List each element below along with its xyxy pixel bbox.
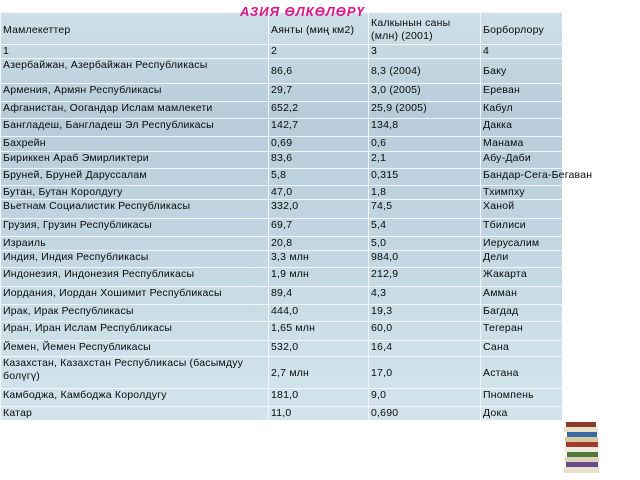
country-name-cell: Бириккен Араб Эмирликтери: [1, 152, 269, 169]
population-cell: 16,4: [369, 341, 481, 357]
capital-cell: Манама: [481, 137, 563, 152]
column-number-row: [1, 45, 563, 59]
area-cell: 83,6: [269, 152, 369, 169]
country-name-cell: Казахстан, Казахстан Республикасы (басымдуу болүгү): [1, 357, 269, 389]
table-row: [1, 200, 563, 219]
country-name-cell: Бруней, Бруней Даруссалам: [1, 169, 269, 186]
country-name-cell: Йемен, Йемен Республикасы: [1, 341, 269, 357]
area-cell: 0,69: [269, 137, 369, 152]
table-row: [1, 84, 563, 102]
country-name-cell: Индия, Индия Республикасы: [1, 251, 269, 268]
capital-cell: Тбилиси: [481, 219, 563, 237]
table-row: [1, 102, 563, 119]
area-cell: 47,0: [269, 186, 369, 200]
books-stack-icon: [560, 418, 606, 478]
capital-cell: Тхимпху: [481, 186, 563, 200]
capital-cell: Ереван: [481, 84, 563, 102]
table-row: [1, 357, 563, 389]
country-name-cell: Израиль: [1, 237, 269, 251]
header-population: Калкынын саны (млн) (2001): [369, 13, 481, 45]
header-area: Аянты (миң км2): [269, 13, 369, 45]
area-cell: 1,9 млн: [269, 268, 369, 287]
table-row: [1, 137, 563, 152]
area-cell: 652,2: [269, 102, 369, 119]
table-row: [1, 322, 563, 341]
capital-cell: Баку: [481, 59, 563, 84]
area-cell: 5,8: [269, 169, 369, 186]
column-number: 4: [481, 45, 563, 59]
area-cell: 332,0: [269, 200, 369, 219]
country-name-cell: Азербайжан, Азербайжан Республикасы: [1, 59, 269, 84]
country-name-cell: Грузия, Грузин Республикасы: [1, 219, 269, 237]
table-row: [1, 287, 563, 305]
country-name-cell: Индонезия, Индонезия Республикасы: [1, 268, 269, 287]
population-cell: 134,8: [369, 119, 481, 137]
country-name-cell: Иордания, Иордан Хошимит Республикасы: [1, 287, 269, 305]
population-cell: 0,315: [369, 169, 481, 186]
population-cell: 60,0: [369, 322, 481, 341]
country-name-cell: Афганистан, Оогандар Ислам мамлекети: [1, 102, 269, 119]
area-cell: 29,7: [269, 84, 369, 102]
capital-cell: Пномпень: [481, 389, 563, 407]
capital-cell: Дакка: [481, 119, 563, 137]
population-cell: 9,0: [369, 389, 481, 407]
country-name-cell: Ирак, Ирак Республикасы: [1, 305, 269, 322]
area-cell: 11,0: [269, 407, 369, 421]
header-countries: Мамлекеттер: [1, 13, 269, 45]
population-cell: 8,3 (2004): [369, 59, 481, 84]
header-capital: Борборлору: [481, 13, 563, 45]
area-cell: 86,6: [269, 59, 369, 84]
capital-cell: Бандар-Сега-Бегаван: [481, 169, 563, 186]
population-cell: 5,0: [369, 237, 481, 251]
country-name-cell: Бахрейн: [1, 137, 269, 152]
population-cell: 3,0 (2005): [369, 84, 481, 102]
population-cell: 17,0: [369, 357, 481, 389]
area-cell: 69,7: [269, 219, 369, 237]
table-row: [1, 59, 563, 84]
area-cell: 2,7 млн: [269, 357, 369, 389]
country-name-cell: Вьетнам Социалистик Республикасы: [1, 200, 269, 219]
table-row: [1, 186, 563, 200]
capital-cell: Ханой: [481, 200, 563, 219]
capital-cell: Дели: [481, 251, 563, 268]
table-row: [1, 169, 563, 186]
table-row: [1, 119, 563, 137]
capital-cell: Дока: [481, 407, 563, 421]
population-cell: 984,0: [369, 251, 481, 268]
capital-cell: Кабул: [481, 102, 563, 119]
population-cell: 19,3: [369, 305, 481, 322]
capital-cell: Багдад: [481, 305, 563, 322]
table-row: [1, 305, 563, 322]
capital-cell: Жакарта: [481, 268, 563, 287]
table-row: [1, 407, 563, 421]
country-name-cell: Армения, Армян Республикасы: [1, 84, 269, 102]
country-name-cell: Бутан, Бутан Королдугу: [1, 186, 269, 200]
population-cell: 74,5: [369, 200, 481, 219]
capital-cell: Абу-Даби: [481, 152, 563, 169]
asia-countries-table: [0, 12, 593, 420]
capital-cell: Иерусалим: [481, 237, 563, 251]
population-cell: 5,4: [369, 219, 481, 237]
table-row: [1, 251, 563, 268]
area-cell: 181,0: [269, 389, 369, 407]
column-number: 1: [1, 45, 269, 59]
population-cell: 4,3: [369, 287, 481, 305]
table-row: [1, 237, 563, 251]
area-cell: 20,8: [269, 237, 369, 251]
table-row: [1, 341, 563, 357]
table-row: [1, 268, 563, 287]
population-cell: 0,690: [369, 407, 481, 421]
population-cell: 212,9: [369, 268, 481, 287]
country-name-cell: Иран, Иран Ислам Республикасы: [1, 322, 269, 341]
table-row: [1, 152, 563, 169]
area-cell: 89,4: [269, 287, 369, 305]
capital-cell: Амман: [481, 287, 563, 305]
country-name-cell: Бангладеш, Бангладеш Эл Республикасы: [1, 119, 269, 137]
capital-cell: Тегеран: [481, 322, 563, 341]
area-cell: 3,3 млн: [269, 251, 369, 268]
column-number: 2: [269, 45, 369, 59]
population-cell: 2,1: [369, 152, 481, 169]
table-row: [1, 389, 563, 407]
capital-cell: Сана: [481, 341, 563, 357]
population-cell: 0,6: [369, 137, 481, 152]
area-cell: 1,65 млн: [269, 322, 369, 341]
capital-cell: Астана: [481, 357, 563, 389]
area-cell: 142,7: [269, 119, 369, 137]
country-name-cell: Камбоджа, Камбоджа Королдугу: [1, 389, 269, 407]
countries-table-container: [0, 12, 593, 420]
page-title: АЗИЯ ӨЛКӨЛӨРҮ: [240, 4, 365, 19]
population-cell: 1,8: [369, 186, 481, 200]
population-cell: 25,9 (2005): [369, 102, 481, 119]
area-cell: 532,0: [269, 341, 369, 357]
country-name-cell: Катар: [1, 407, 269, 421]
column-number: 3: [369, 45, 481, 59]
table-row: [1, 219, 563, 237]
area-cell: 444,0: [269, 305, 369, 322]
